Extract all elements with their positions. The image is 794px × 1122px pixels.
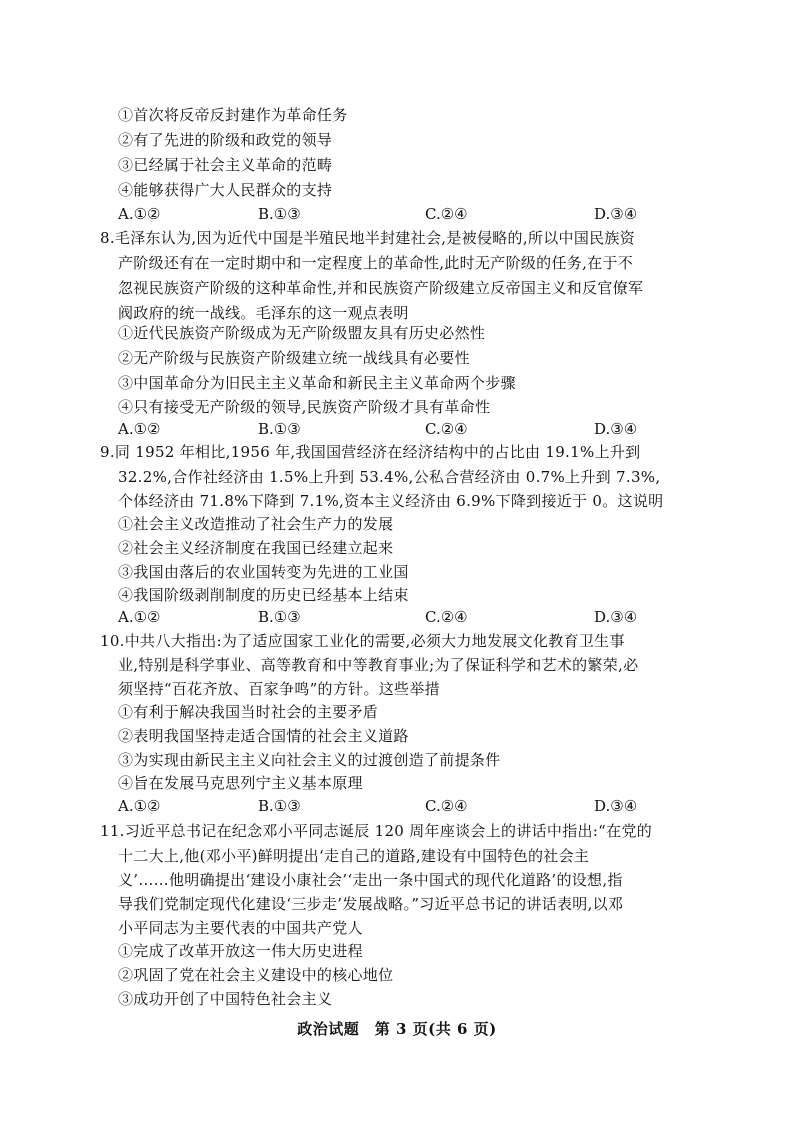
q9-stem-line-1: 9.同 1952 年相比,1956 年,我国国营经济在经济结构中的占比由 19.1%上升到 (100, 443, 641, 461)
q8-stem-line-2: 产阶级还有在一定时期中和一定程度上的革命性,此时无产阶级的任务,在于不 (118, 254, 634, 272)
q10-choice-c: C.②④ (425, 797, 468, 815)
q10-choice-d: D.③④ (594, 797, 638, 815)
q8-option-1: ①近代民族资产阶级成为无产阶级盟友具有历史必然性 (118, 324, 486, 342)
q10-option-2: ②表明我国坚持走适合国情的社会主义道路 (118, 727, 409, 745)
q7-choice-d: D.③④ (594, 205, 638, 223)
q8-choice-c: C.②④ (425, 420, 468, 438)
q7-choice-b: B.①③ (258, 205, 301, 223)
q10-stem-line-1: 10.中共八大指出:为了适应国家工业化的需要,必须大力地发展文化教育卫生事 (100, 632, 625, 650)
q11-option-1: ①完成了改革开放这一伟大历史进程 (118, 942, 363, 960)
q9-choice-c: C.②④ (425, 608, 468, 626)
q11-stem-line-5: 小平同志为主要代表的中国共产党人 (118, 919, 363, 937)
q9-option-3: ③我国由落后的农业国转变为先进的工业国 (118, 563, 409, 581)
q7-choices (118, 203, 678, 225)
q9-stem-line-2: 32.2%,合作社经济由 1.5%上升到 53.4%,公私合营经济由 0.7%上升到 7.3%, (118, 468, 661, 486)
q10-choice-b: B.①③ (258, 797, 301, 815)
q8-choice-a: A.①② (118, 420, 161, 438)
q9-choice-b: B.①③ (258, 608, 301, 626)
q11-stem-line-1: 11.习近平总书记在纪念邓小平同志诞辰 120 周年座谈会上的讲话中指出:“在党的 (100, 822, 653, 840)
q7-option-1: ①首次将反帝反封建作为革命任务 (118, 106, 348, 124)
q10-stem-line-3: 须坚持“百花齐放、百家争鸣”的方针。这些举措 (118, 680, 440, 698)
q11-option-2: ②巩固了党在社会主义建设中的核心地位 (118, 966, 394, 984)
q9-choice-d: D.③④ (594, 608, 638, 626)
q10-choices (118, 795, 678, 817)
q11-option-3: ③成功开创了中国特色社会主义 (118, 990, 333, 1008)
q7-option-4: ④能够获得广大人民群众的支持 (118, 181, 333, 199)
q8-choices (118, 418, 678, 440)
q10-option-3: ③为实现由新民主主义向社会主义的过渡创造了前提条件 (118, 751, 501, 769)
q8-option-4: ④只有接受无产阶级的领导,民族资产阶级才具有革命性 (118, 398, 491, 416)
q8-stem-line-4: 阀政府的统一战线。毛泽东的这一观点表明 (118, 304, 409, 322)
q8-choice-d: D.③④ (594, 420, 638, 438)
q7-option-3: ③已经属于社会主义革命的范畴 (118, 156, 333, 174)
q9-option-1: ①社会主义改造推动了社会生产力的发展 (118, 515, 394, 533)
q11-stem-line-3: 义’……他明确提出‘建设小康社会’‘走出一条中国式的现代化道路’的设想,指 (118, 871, 623, 889)
q8-option-2: ②无产阶级与民族资产阶级建立统一战线具有必要性 (118, 349, 470, 367)
q10-option-4: ④旨在发展马克思列宁主义基本原理 (118, 774, 363, 792)
q7-choice-a: A.①② (118, 205, 161, 223)
q10-choice-a: A.①② (118, 797, 161, 815)
q8-option-3: ③中国革命分为旧民主主义革命和新民主主义革命两个步骤 (118, 374, 516, 392)
q9-option-4: ④我国阶级剥削制度的历史已经基本上结束 (118, 586, 409, 604)
q11-stem-line-2: 十二大上,他(邓小平)鲜明提出‘走自己的道路,建设有中国特色的社会主 (118, 847, 590, 865)
q7-choice-c: C.②④ (425, 205, 468, 223)
q10-stem-line-2: 业,特别是科学事业、高等教育和中等教育事业;为了保证科学和艺术的繁荣,必 (118, 656, 639, 674)
q9-option-2: ②社会主义经济制度在我国已经建立起来 (118, 539, 394, 557)
q9-choice-a: A.①② (118, 608, 161, 626)
q7-option-2: ②有了先进的阶级和政党的领导 (118, 131, 333, 149)
q9-choices (118, 606, 678, 628)
q9-stem-line-3: 个体经济由 71.8%下降到 7.1%,资本主义经济由 6.9%下降到接近于 0。这说明 (118, 492, 664, 510)
q11-stem-line-4: 导我们党制定现代化建设‘三步走’发展战略。”习近平总书记的讲话表明,以邓 (118, 895, 624, 913)
q10-option-1: ①有利于解决我国当时社会的主要矛盾 (118, 703, 379, 721)
q8-stem-line-3: 忽视民族资产阶级的这种革命性,并和民族资产阶级建立反帝国主义和反官僚军 (118, 279, 644, 297)
q8-stem-line-1: 8.毛泽东认为,因为近代中国是半殖民地半封建社会,是被侵略的,所以中国民族资 (100, 229, 636, 247)
page-footer: 政治试题 第 3 页(共 6 页) (297, 1020, 497, 1038)
q8-choice-b: B.①③ (258, 420, 301, 438)
